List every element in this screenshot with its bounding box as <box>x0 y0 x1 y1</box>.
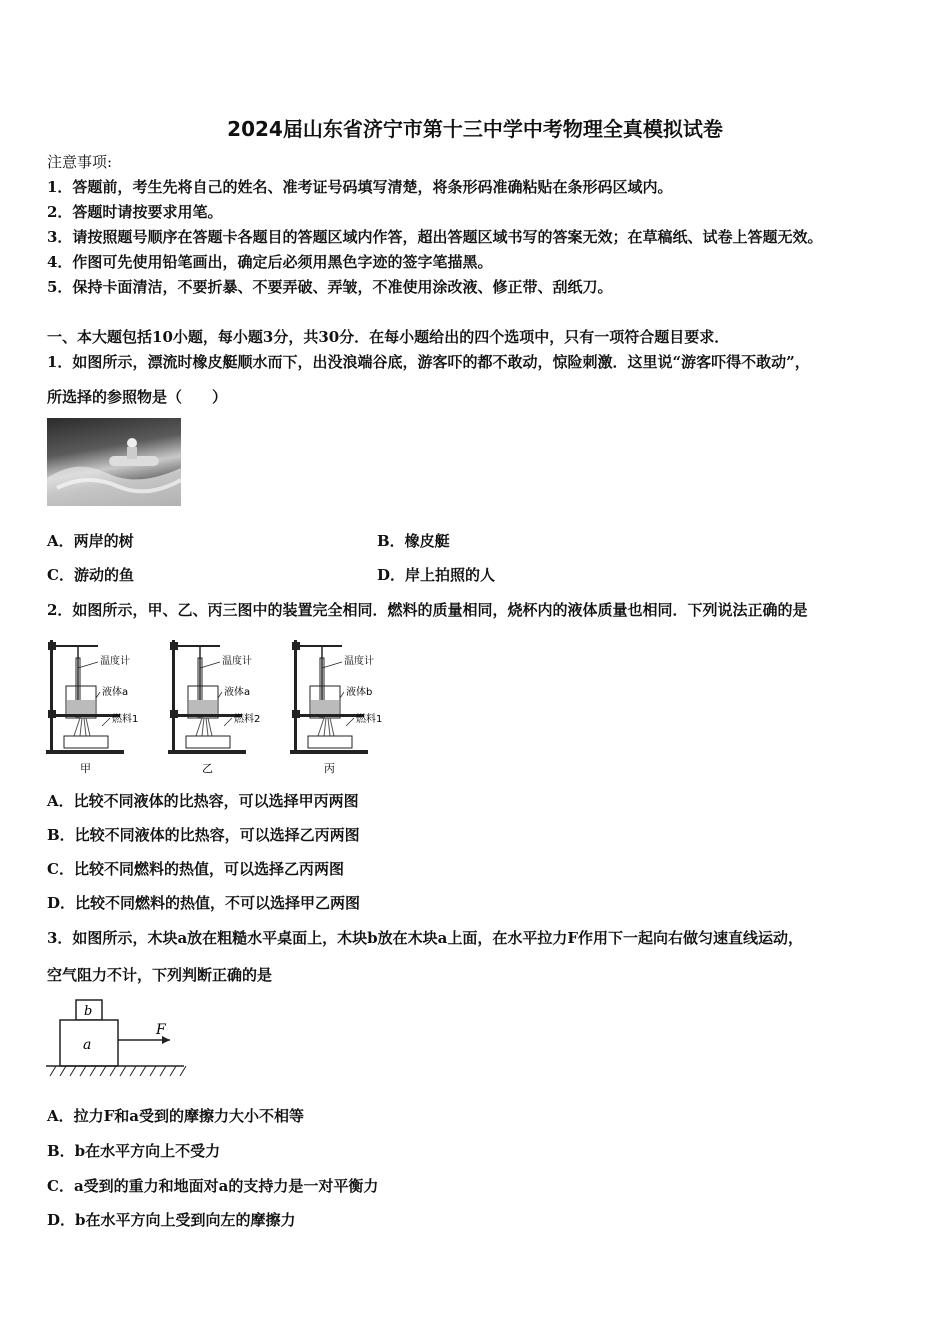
notice-item: 1．答题前，考生先将自己的姓名、准考证号码填写清楚，将条形码准确粘贴在条形码区域内。 <box>47 178 673 196</box>
label-b: b <box>84 1004 93 1019</box>
q2-option-d: D．比较不同燃料的热值，不可以选择甲乙两图 <box>47 894 361 912</box>
label-fuel: 燃料1 <box>356 714 383 725</box>
q3-option-b: B．b在水平方向上不受力 <box>47 1142 221 1160</box>
q1-option-a: A．两岸的树 <box>47 532 134 550</box>
apparatus-bing <box>284 628 404 778</box>
question-3-stem: 3．如图所示，木块a放在粗糙水平桌面上，木块b放在木块a上面，在水平拉力F作用下一起向右做匀速直线运动， <box>47 929 804 947</box>
page-title: 2024届山东省济宁市第十三中学中考物理全真模拟试卷 <box>227 117 723 141</box>
apparatus-jia <box>40 628 160 778</box>
q3-option-d: D．b在水平方向上受到向左的摩擦力 <box>47 1211 296 1229</box>
blocks-diagram <box>44 994 189 1080</box>
label-fuel: 燃料1 <box>112 714 139 725</box>
q2-option-b: B．比较不同液体的比热容，可以选择乙丙两图 <box>47 826 360 844</box>
q1-option-c: C．游动的鱼 <box>47 566 134 584</box>
q2-option-c: C．比较不同燃料的热值，可以选择乙丙两图 <box>47 860 344 878</box>
notice-item: 5．保持卡面清洁，不要折暴、不要弄破、弄皱，不准使用涂改液、修正带、刮纸刀。 <box>47 278 613 296</box>
apparatus-yi <box>162 628 282 778</box>
question-1-stem-2: 所选择的参照物是（ ） <box>47 388 228 406</box>
q2-option-a: A．比较不同液体的比热容，可以选择甲丙两图 <box>47 792 359 810</box>
notice-item: 4．作图可先使用铅笔画出，确定后必须用黑色字迹的签字笔描黑。 <box>47 253 493 271</box>
label-f: F <box>156 1022 166 1038</box>
rafting-photo <box>47 418 181 506</box>
label-thermometer: 温度计 <box>222 656 252 667</box>
caption-yi: 乙 <box>202 762 213 775</box>
q1-option-d: D．岸上拍照的人 <box>377 566 496 584</box>
section-heading: 一、本大题包括10小题，每小题3分，共30分．在每小题给出的四个选项中，只有一项符合题目要求． <box>47 328 730 346</box>
label-liquid: 液体a <box>224 687 251 698</box>
label-liquid: 液体b <box>346 687 373 698</box>
question-3-stem-2: 空气阻力不计，下列判断正确的是 <box>47 966 273 984</box>
notice-heading: 注意事项: <box>47 153 113 171</box>
caption-jia: 甲 <box>80 762 91 775</box>
notice-item: 3．请按照题号顺序在答题卡各题目的答题区域内作答，超出答题区域书写的答案无效；在草稿纸、试卷上答题无效。 <box>47 228 823 246</box>
q1-option-b: B．橡皮艇 <box>377 532 450 550</box>
label-fuel: 燃料2 <box>234 714 261 725</box>
q3-option-c: C．a受到的重力和地面对a的支持力是一对平衡力 <box>47 1177 379 1195</box>
label-liquid: 液体a <box>102 687 129 698</box>
caption-bing: 丙 <box>324 762 335 775</box>
q3-option-a: A．拉力F和a受到的摩擦力大小不相等 <box>47 1107 305 1125</box>
label-thermometer: 温度计 <box>100 656 130 667</box>
question-1-stem: 1．如图所示，漂流时橡皮艇顺水而下，出没浪端谷底，游客吓的都不敢动，惊险刺激．这里说“游客吓得不敢动”， <box>47 353 810 371</box>
label-a: a <box>83 1037 92 1053</box>
label-thermometer: 温度计 <box>344 656 374 667</box>
question-2-stem: 2．如图所示，甲、乙、丙三图中的装置完全相同．燃料的质量相同，烧杯内的液体质量也相同．下列说法正确的是 <box>47 601 808 619</box>
notice-item: 2．答题时请按要求用笔。 <box>47 203 223 221</box>
